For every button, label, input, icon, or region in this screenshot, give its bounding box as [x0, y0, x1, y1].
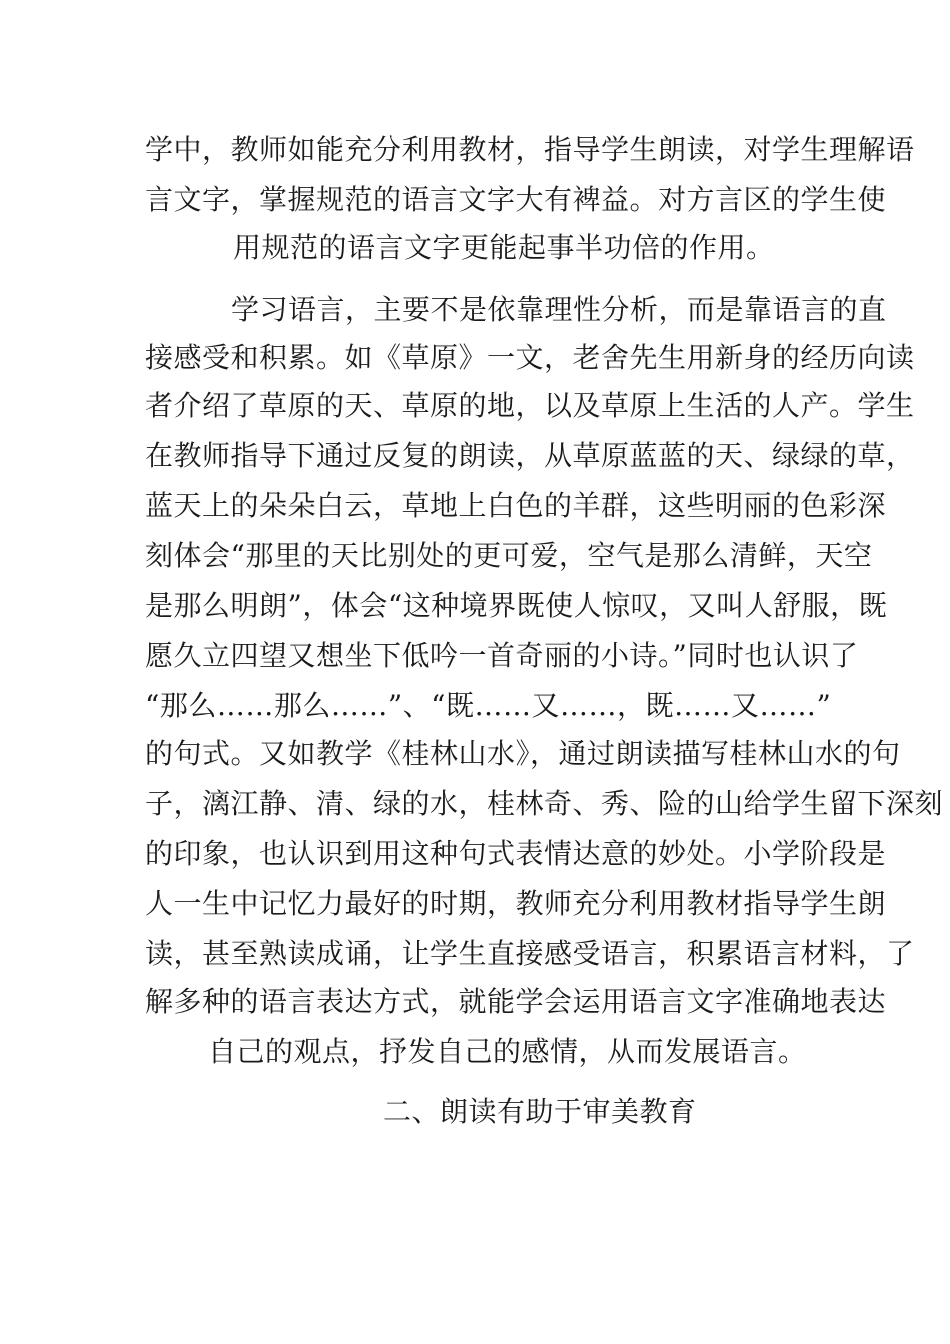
paragraph-2-line-10: 的句式。又如教学《桂林山水》，通过朗读描写桂林山水的句: [145, 737, 901, 770]
paragraph-1-line-2: 言文字，掌握规范的语言文字大有裨益。对方言区的学生使: [145, 183, 887, 216]
paragraph-2-line-1: 学习语言，主要不是依靠理性分析，而是靠语言的直: [231, 293, 887, 326]
paragraph-1-line-1: 学中，教师如能充分利用教材，指导学生朗读，对学生理解语: [145, 133, 915, 166]
paragraph-2-line-12: 的印象，也认识到用这种句式表情达意的妙处。小学阶段是: [145, 837, 887, 870]
paragraph-2-line-14: 读，甚至熟读成诵，让学生直接感受语言，积累语言材料，了: [145, 937, 915, 970]
paragraph-2-line-8: 愿久立四望又想坐下低吟一首奇丽的小诗。”同时也认识了: [145, 639, 859, 672]
section-heading: 二、朗读有助于审美教育: [383, 1095, 697, 1128]
paragraph-2-line-15: 解多种的语言表达方式，就能学会运用语言文字准确地表达: [145, 985, 887, 1018]
paragraph-1-line-3: 用规范的语言文字更能起事半功倍的作用。: [233, 231, 775, 264]
paragraph-2-line-13: 人一生中记忆力最好的时期，教师充分利用教材指导学生朗: [145, 887, 887, 920]
paragraph-2-line-3: 者介绍了草原的天、草原的地，以及草原上生活的人产。学生: [145, 389, 915, 422]
paragraph-2-line-11: 子，漓江静、清、绿的水，桂林奇、秀、险的山给学生留下深刻: [145, 787, 944, 820]
paragraph-2-line-16: 自己的观点，抒发自己的感情，从而发展语言。: [208, 1035, 807, 1068]
paragraph-2-line-4: 在教师指导下通过反复的朗读，从草原蓝蓝的天、绿绿的草，: [145, 439, 915, 472]
paragraph-2-line-7: 是那么明朗”，体会“这种境界既使人惊叹，又叫人舒服，既: [145, 589, 888, 622]
paragraph-2-line-9: “那么……那么……”、“既……又……，既……又……”: [145, 689, 832, 722]
paragraph-2-line-2: 接感受和积累。如《草原》一文，老舍先生用新身的经历向读: [145, 341, 915, 374]
paragraph-2-line-6: 刻体会“那里的天比别处的更可爱，空气是那么清鲜，天空: [145, 539, 873, 572]
paragraph-2-line-5: 蓝天上的朵朵白云，草地上白色的羊群，这些明丽的色彩深: [145, 489, 887, 522]
